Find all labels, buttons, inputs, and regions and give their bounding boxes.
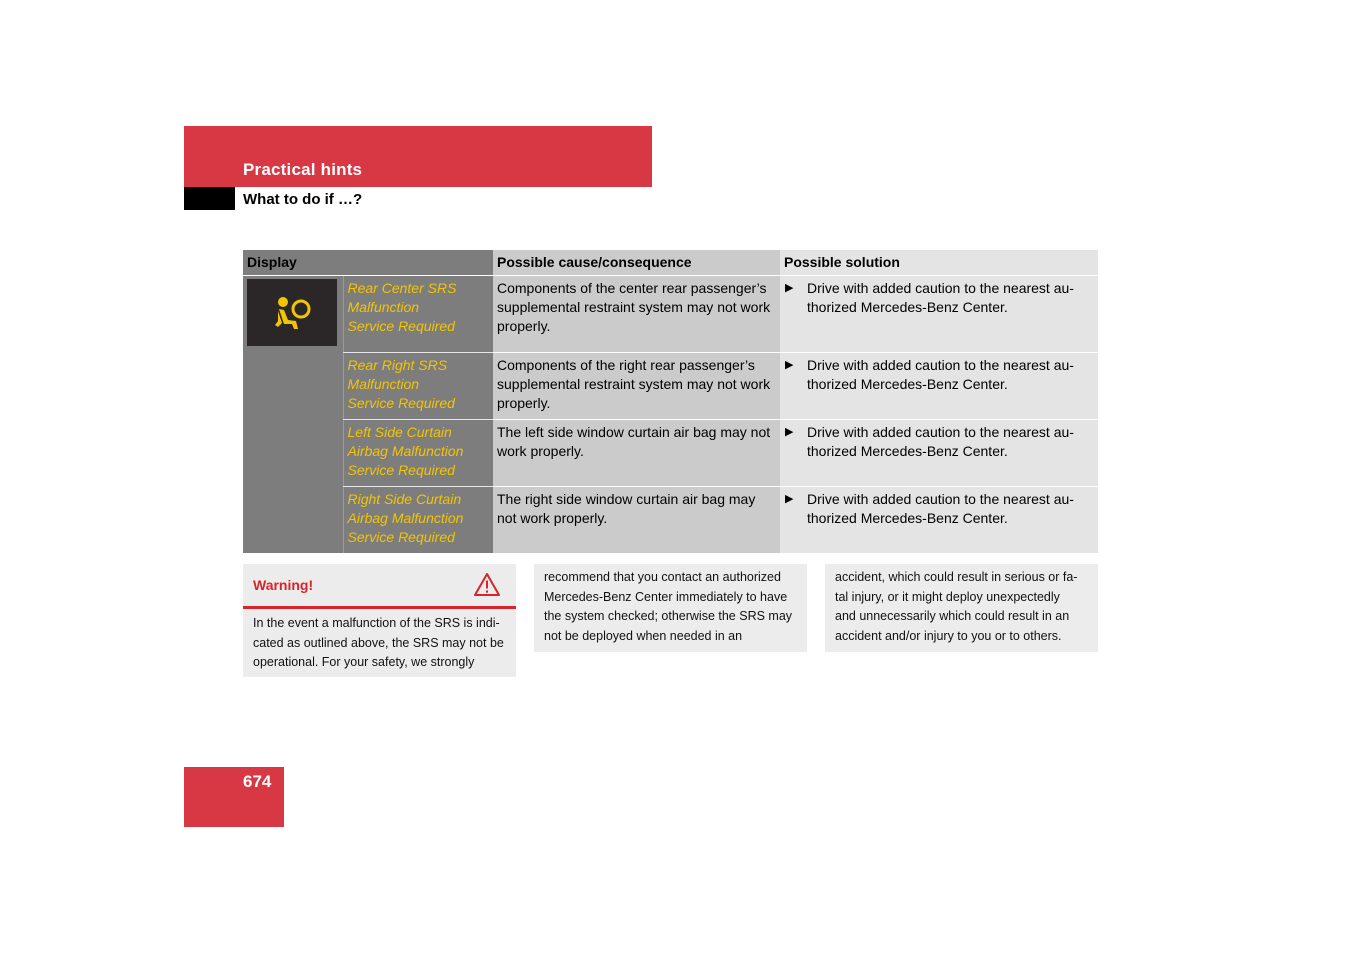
header-cause: Possible cause/consequence	[493, 250, 780, 276]
display-message: Left Side Curtain Airbag Malfunction Service Required	[343, 420, 493, 487]
table-row	[243, 353, 1098, 420]
bullet-arrow-icon: ▶	[785, 426, 794, 438]
icon-cell	[243, 276, 343, 554]
section-marker	[184, 187, 235, 210]
warning-text-col3: accident, which could result in serious or fa- tal injury, or it might deploy unexpectedly and unnecessarily which could result in an accident and/or injury to you or to others.	[825, 564, 1098, 652]
page-number: 674	[243, 772, 272, 791]
header-display: Display	[243, 250, 493, 276]
warning-box	[243, 564, 516, 677]
table-row	[243, 276, 1098, 353]
solution-text: Drive with added caution to the nearest au-thorized Mercedes-Benz Center.	[807, 280, 1074, 315]
warning-triangle-icon	[473, 572, 501, 602]
display-message: Right Side Curtain Airbag Malfunction Service Required	[343, 487, 493, 554]
subsection-title: What to do if …?	[243, 191, 363, 208]
cause-text: The right side window curtain air bag may not work properly.	[493, 487, 780, 554]
airbag-warning-icon	[247, 279, 337, 346]
warning-label: Warning!	[253, 577, 314, 593]
cause-text: Components of the center rear passenger’s supplemental restraint system may not work properly.	[493, 276, 780, 353]
bullet-arrow-icon: ▶	[785, 493, 794, 505]
display-message: Rear Right SRS Malfunction Service Required	[343, 353, 493, 420]
solution-text: Drive with added caution to the nearest au-thorized Mercedes-Benz Center.	[807, 424, 1074, 459]
warning-text-col2: recommend that you contact an authorized Mercedes-Benz Center immediately to have the system checked; otherwise the SRS may not be deployed when needed in an	[534, 564, 807, 652]
bullet-arrow-icon: ▶	[785, 282, 794, 294]
hints-table	[243, 250, 1098, 553]
warning-text-col1: In the event a malfunction of the SRS is indi- cated as outlined above, the SRS may not be operational. For your safety, we strongly	[253, 616, 504, 669]
solution-cell	[780, 353, 1098, 420]
header-solution: Possible solution	[780, 250, 1098, 276]
solution-cell	[780, 487, 1098, 554]
cause-text: Components of the right rear passenger’s supplemental restraint system may not work properly.	[493, 353, 780, 420]
bullet-arrow-icon: ▶	[785, 359, 794, 371]
table-row	[243, 420, 1098, 487]
solution-text: Drive with added caution to the nearest au-thorized Mercedes-Benz Center.	[807, 357, 1074, 392]
table-header-row	[243, 250, 1098, 276]
warning-header	[243, 564, 516, 609]
solution-text: Drive with added caution to the nearest au-thorized Mercedes-Benz Center.	[807, 491, 1074, 526]
section-title: Practical hints	[243, 160, 363, 179]
table-row	[243, 487, 1098, 554]
solution-cell	[780, 276, 1098, 353]
cause-text: The left side window curtain air bag may not work properly.	[493, 420, 780, 487]
display-message: Rear Center SRS Malfunction Service Required	[343, 276, 493, 353]
solution-cell	[780, 420, 1098, 487]
